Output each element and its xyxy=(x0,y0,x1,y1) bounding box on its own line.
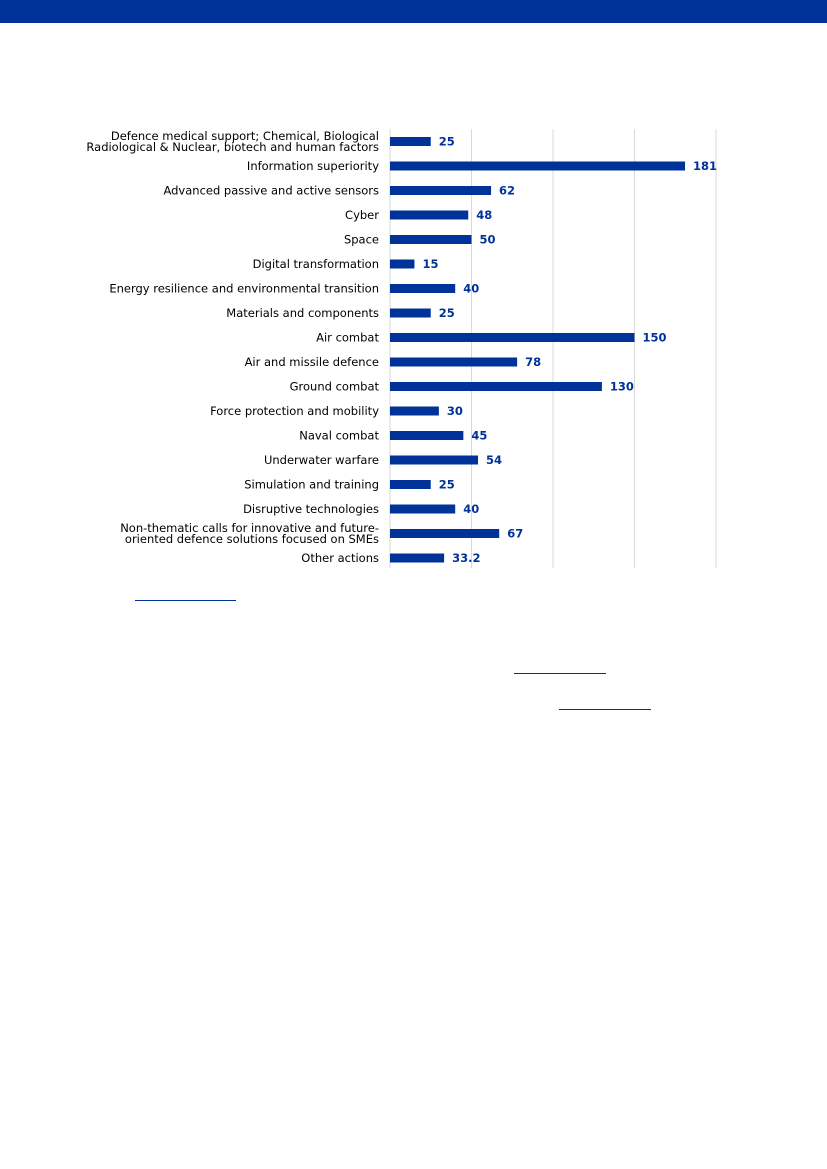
category-label-15 xyxy=(243,502,379,516)
category-labels xyxy=(86,129,379,565)
value-label-10: 130 xyxy=(609,379,634,394)
hyperlink-underline-2[interactable] xyxy=(514,673,606,674)
value-label-6: 40 xyxy=(463,281,480,296)
value-label-0: 25 xyxy=(438,134,455,149)
category-label-line: Disruptive technologies xyxy=(243,502,379,516)
category-label-12 xyxy=(299,429,379,443)
category-label-line: Radiological & Nuclear, biotech and human factors xyxy=(86,140,379,154)
category-label-line: Digital transformation xyxy=(252,257,379,271)
hyperlink-underline-3[interactable] xyxy=(559,709,651,710)
category-label-line: Energy resilience and environmental transition xyxy=(109,281,379,296)
category-label-13 xyxy=(264,453,379,467)
bar-7 xyxy=(390,309,431,318)
category-label-3 xyxy=(345,208,379,222)
value-label-5: 15 xyxy=(422,257,439,271)
category-label-16 xyxy=(120,521,379,546)
category-label-7 xyxy=(226,306,379,320)
value-label-11: 30 xyxy=(446,404,463,418)
category-label-1 xyxy=(247,159,379,173)
value-label-15: 40 xyxy=(463,502,480,516)
category-label-line: Naval combat xyxy=(299,428,379,443)
bar-13 xyxy=(390,456,478,465)
bar-5 xyxy=(390,260,414,269)
category-label-line: Underwater warfare xyxy=(263,453,379,467)
category-label-11 xyxy=(210,404,379,418)
value-label-9: 78 xyxy=(525,355,542,369)
value-label-17: 33.2 xyxy=(452,551,481,565)
bar-6 xyxy=(390,284,455,293)
category-label-line: Simulation and training xyxy=(244,477,379,492)
category-label-line: Non-thematic calls for innovative and future- xyxy=(120,521,379,535)
bar-2 xyxy=(390,186,491,195)
category-label-line: Advanced passive and active sensors xyxy=(163,183,379,198)
category-label-line: Cyber xyxy=(345,208,379,222)
category-label-line: Space xyxy=(343,232,379,247)
value-label-14: 25 xyxy=(438,477,455,492)
value-label-3: 48 xyxy=(476,208,493,222)
bar-17 xyxy=(390,554,444,563)
value-label-12: 45 xyxy=(471,428,488,443)
category-label-line: Force protection and mobility xyxy=(210,404,379,418)
value-label-2: 62 xyxy=(499,183,516,198)
value-label-7: 25 xyxy=(438,306,455,320)
bar-10 xyxy=(390,382,602,391)
category-label-line: Air combat xyxy=(316,330,379,345)
value-label-1: 181 xyxy=(693,159,718,173)
value-label-16: 67 xyxy=(507,526,524,541)
category-label-0 xyxy=(86,129,379,154)
category-label-line: Information superiority xyxy=(246,159,379,173)
category-label-9 xyxy=(245,355,379,369)
bars xyxy=(390,134,685,563)
category-label-line: Defence medical support; Chemical, Biological xyxy=(110,129,379,143)
value-labels xyxy=(422,135,717,566)
bar-0 xyxy=(390,137,431,146)
category-label-line: Air and missile defence xyxy=(244,355,379,369)
value-label-8: 150 xyxy=(642,330,667,345)
bar-14 xyxy=(390,480,431,489)
category-label-8 xyxy=(316,331,379,345)
category-label-2 xyxy=(163,184,379,198)
value-label-4: 50 xyxy=(479,232,496,247)
bar-15 xyxy=(390,505,455,514)
bar-16 xyxy=(390,529,499,538)
category-label-6 xyxy=(109,282,379,296)
bar-11 xyxy=(390,407,439,416)
value-label-13: 54 xyxy=(486,453,503,467)
category-label-10 xyxy=(290,380,380,394)
bar-4 xyxy=(390,235,472,244)
category-label-line: oriented defence solutions focused on SMEs xyxy=(124,532,379,546)
bar-3 xyxy=(390,211,468,220)
bar-8 xyxy=(390,333,635,342)
category-label-5 xyxy=(253,257,379,271)
category-label-4 xyxy=(344,233,379,247)
category-label-line: Other actions xyxy=(301,551,379,565)
category-label-line: Ground combat xyxy=(289,379,379,394)
category-label-14 xyxy=(244,478,379,492)
category-label-line: Materials and components xyxy=(226,306,379,320)
bar-1 xyxy=(390,162,685,171)
bar-9 xyxy=(390,358,517,367)
hyperlink-underline-1[interactable] xyxy=(135,600,236,601)
category-label-17 xyxy=(301,551,379,565)
bar-12 xyxy=(390,431,463,440)
